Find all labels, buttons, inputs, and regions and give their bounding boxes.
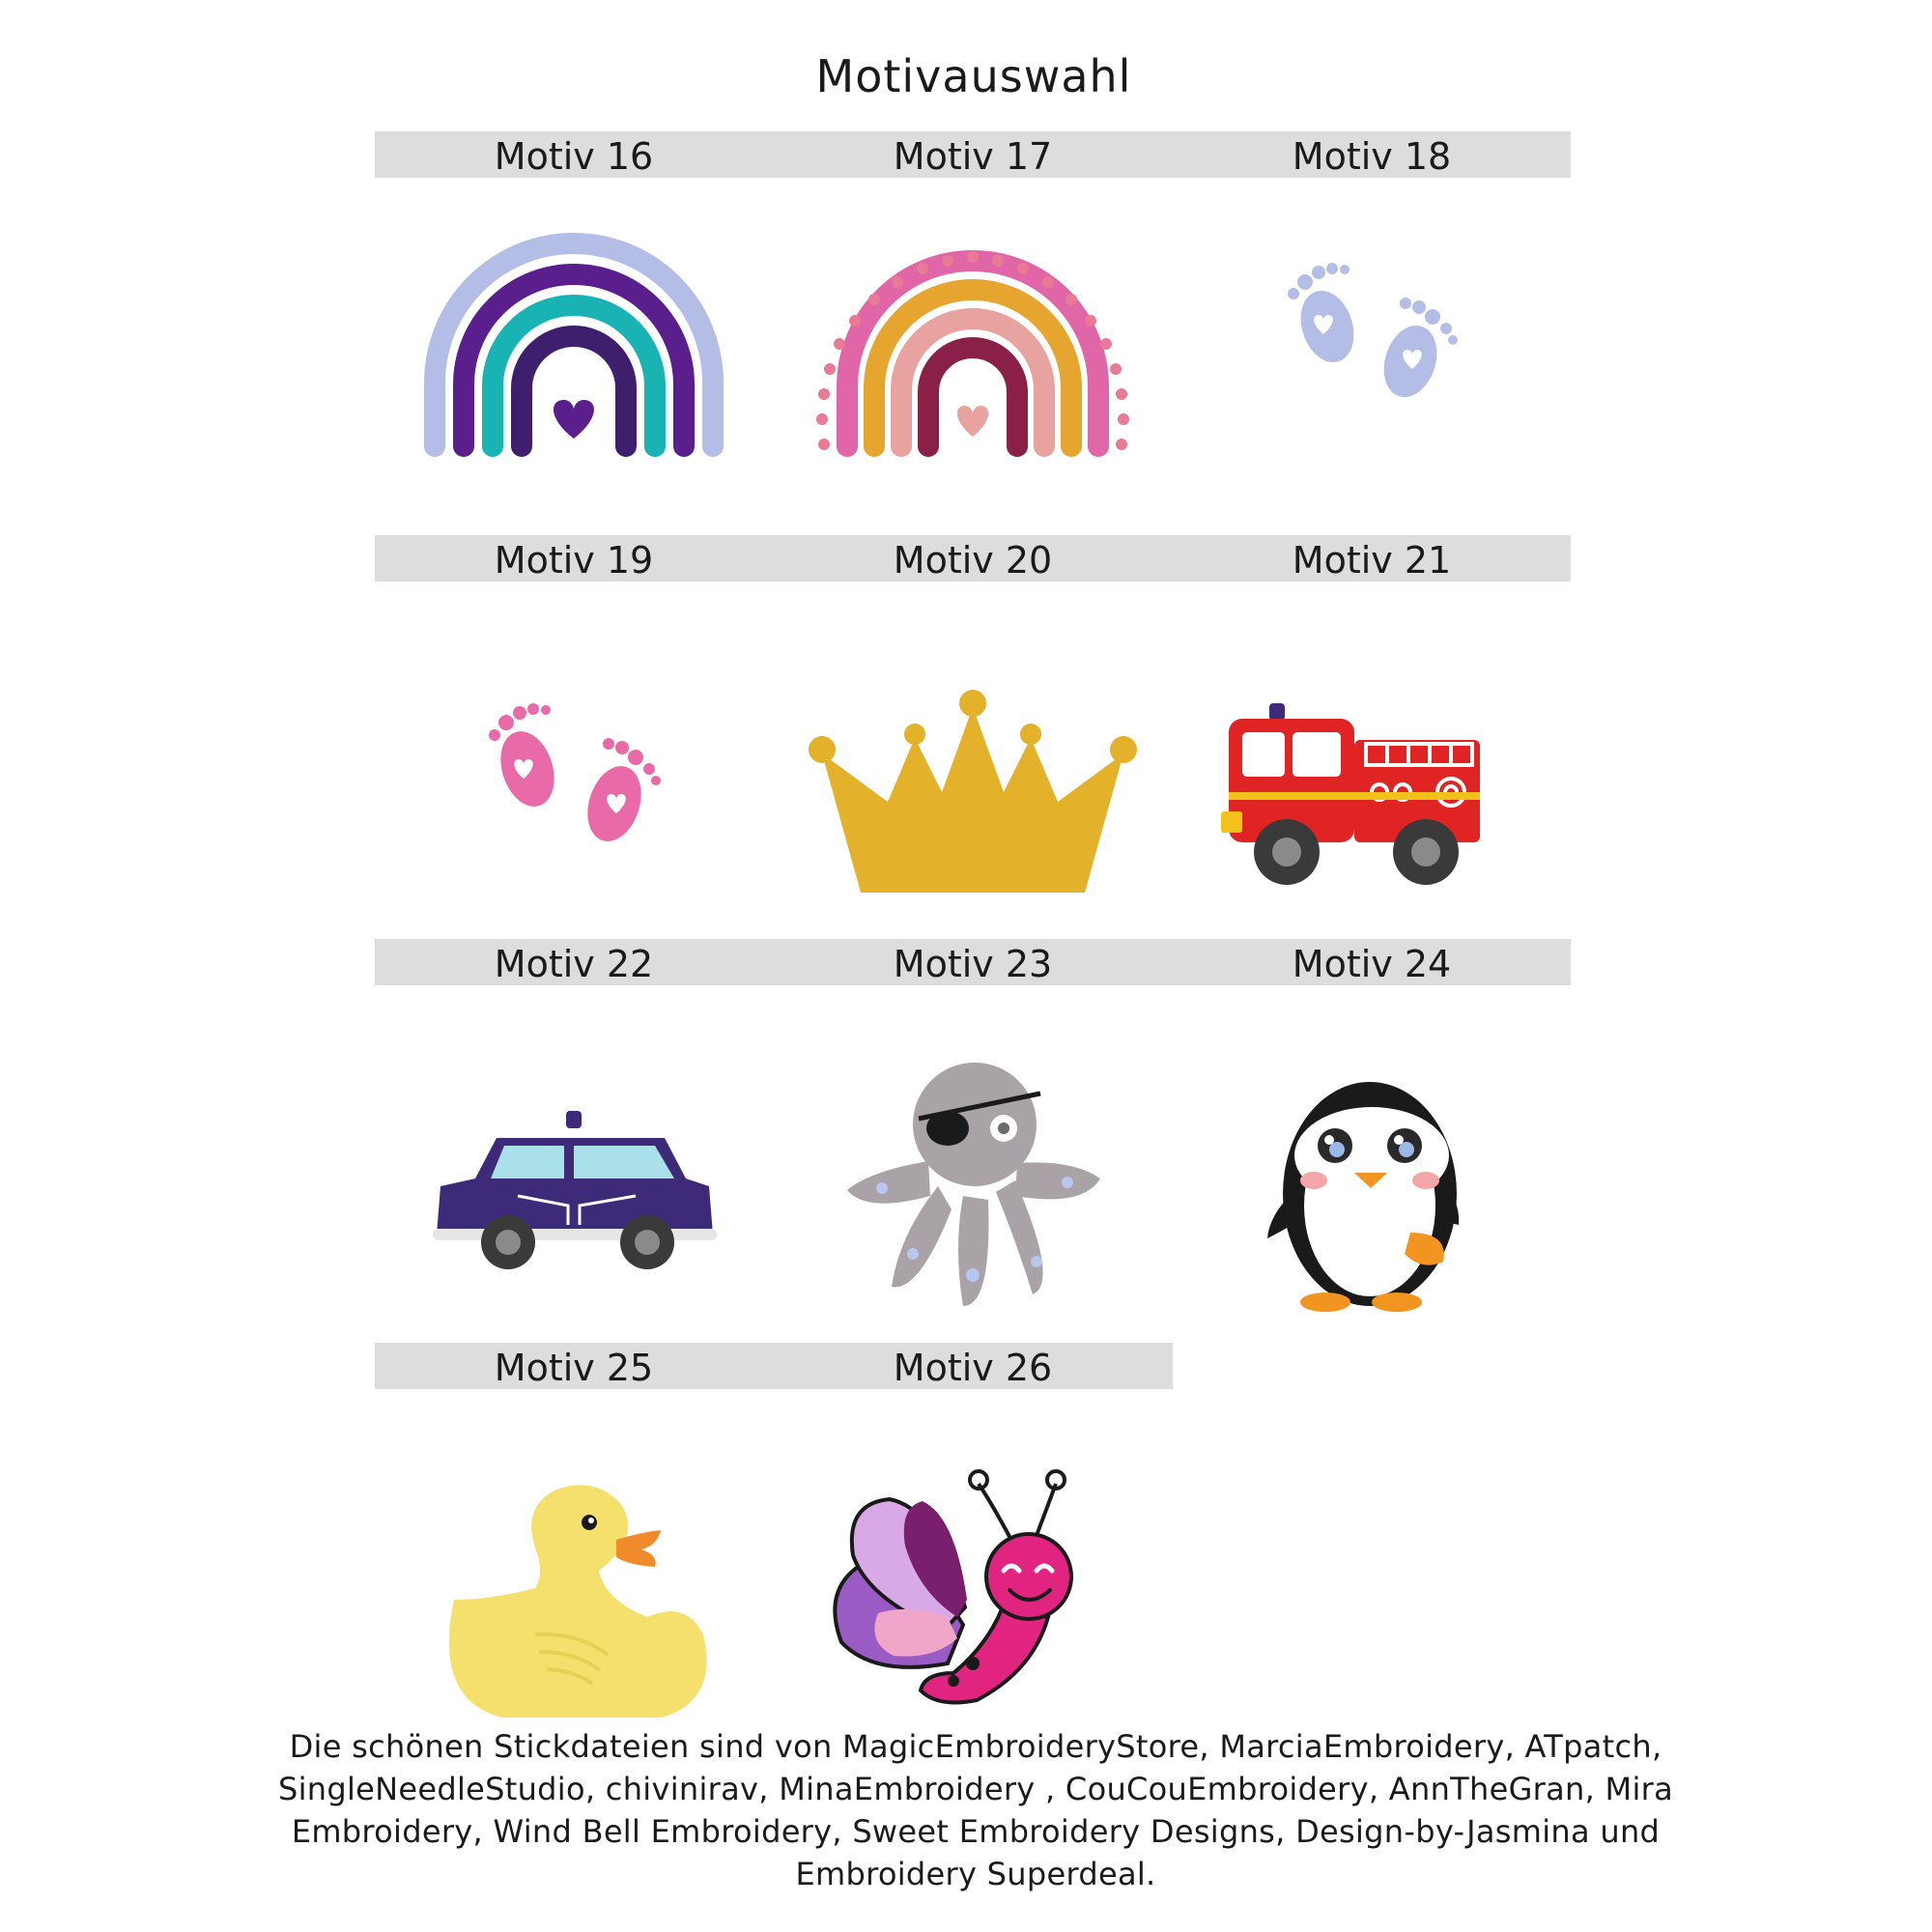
motif-label: Motiv 23 [893, 943, 1053, 985]
pink-rainbow-hearts-icon [774, 199, 1172, 527]
motif-card[interactable] [375, 1343, 773, 1748]
motif-card[interactable] [1173, 535, 1571, 941]
motif-card[interactable] [774, 939, 1172, 1345]
penguin-icon [1173, 1007, 1571, 1335]
gold-crown-icon [774, 603, 1172, 931]
motif-card[interactable] [375, 131, 773, 537]
motif-card[interactable] [774, 131, 1172, 537]
motif-label: Motiv 17 [893, 135, 1053, 178]
motif-card[interactable] [375, 939, 773, 1345]
motif-label: Motiv 25 [494, 1347, 654, 1389]
page-title: Motivauswahl [815, 50, 1132, 102]
motif-card[interactable] [774, 535, 1172, 941]
motif-label: Motiv 16 [494, 135, 654, 178]
motif-label: Motiv 20 [893, 539, 1053, 582]
police-car-icon [375, 1007, 773, 1335]
motif-card[interactable] [1173, 131, 1571, 537]
butterfly-icon [774, 1410, 1172, 1739]
motif-label: Motiv 26 [893, 1347, 1053, 1389]
motif-card[interactable] [375, 535, 773, 941]
motif-card[interactable] [1173, 939, 1571, 1345]
motif-card[interactable] [774, 1343, 1172, 1748]
rubber-duck-icon [375, 1410, 773, 1739]
motif-label: Motiv 24 [1292, 943, 1452, 985]
light-blue-baby-feet-icon [1173, 199, 1571, 527]
motif-label: Motiv 22 [494, 943, 654, 985]
motif-label: Motiv 18 [1292, 135, 1452, 178]
purple-teal-rainbow-heart-icon [375, 199, 773, 527]
pink-baby-feet-icon [375, 603, 773, 931]
fire-truck-icon [1173, 603, 1571, 931]
motif-label: Motiv 19 [494, 539, 654, 582]
pirate-octopus-icon [774, 1007, 1172, 1335]
motif-label: Motiv 21 [1292, 539, 1452, 582]
credits-text: Die schönen Stickdateien sind von MagicEmbroideryStore, MarciaEmbroidery, ATpatch, SingleNeedleStudio, chivinirav, MinaEmbroidery , CouCouEmbroidery, AnnTheGran, Mira Embroidery, Wind Bell Embroidery, Sweet Embroidery Designs, Design-by-Jasmina und Embroidery Superdeal. [277, 1728, 1674, 1892]
